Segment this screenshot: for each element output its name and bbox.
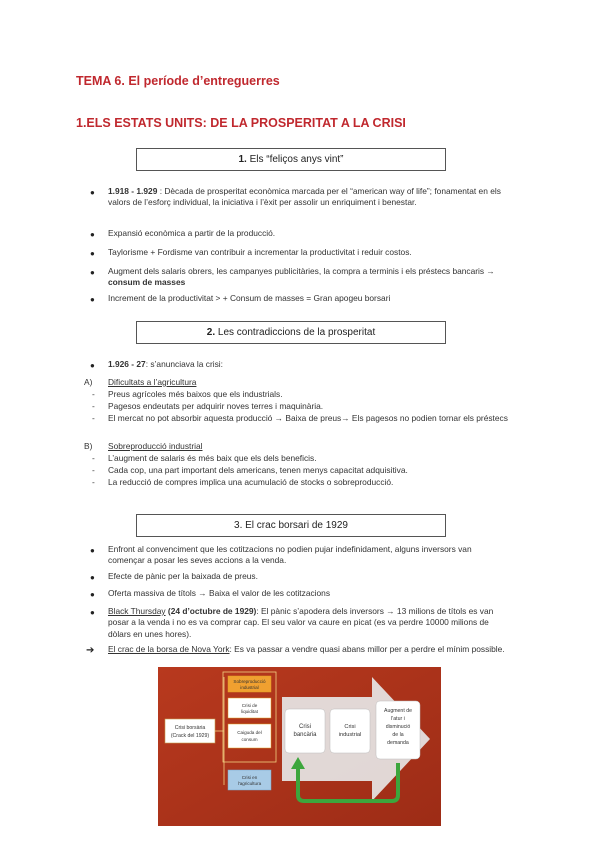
cause-text: Caiguda del: [237, 730, 262, 735]
stage-text: Crisi: [299, 724, 311, 730]
cause-box-agriculture: [228, 770, 271, 790]
paragraph: Black Thursday (24 d’octubre de 1929): El pànic s’apodera dels inversors → 13 milions de títols es van posar a la venda i no es va comprar cap. El seu valor va caure en picat (es va perdre 10000 milions de dòlars en unes hores).: [108, 606, 494, 639]
bullet-icon: ●: [90, 608, 95, 617]
bullet-icon: ●: [90, 230, 95, 239]
crisis-diagram: [158, 667, 441, 826]
subsection-title: 3. El crac borsari de 1929: [234, 520, 348, 531]
cause-text: Sobreproducció: [233, 679, 266, 684]
subsection-title: Les contradiccions de la prosperitat: [217, 327, 376, 338]
paragraph: El crac de la borsa de Nova York: Es va passar a vendre quasi abans millor per a perdre el mínim possible.: [108, 644, 505, 654]
paragraph: Expansió econòmica a partir de la producció.: [108, 228, 276, 238]
list-item: L’augment de salaris és més baix que els dels beneficis.: [108, 453, 317, 463]
dash: -: [92, 401, 95, 411]
cause-text: l'agricultura: [237, 781, 262, 786]
list-heading: Dificultats a l’agricultura: [108, 377, 197, 387]
dash: -: [92, 453, 95, 463]
paragraph: Enfront al convenciment que les cotitzacions no podien pujar indefinidament, alguns inversors van començar a posar les seves accions a la venda.: [108, 544, 472, 566]
bullet-icon: ●: [90, 590, 95, 599]
bullet-icon: ●: [90, 361, 95, 370]
stage-text: bancària: [293, 732, 317, 738]
stage-text: Augment de: [384, 708, 412, 714]
stage-text: industrial: [338, 732, 362, 738]
list-label: B): [84, 441, 93, 451]
arrow-right-icon: ➔: [86, 645, 95, 656]
stage-text: demanda: [387, 740, 409, 746]
subsection-box-2: [136, 321, 446, 344]
paragraph: 1.918 - 1.929 : Dècada de prosperitat econòmica marcada per el “american way of life”; fonamentat en els valors de l’esforç individual, la iniciativa i l’èxit per assolir un enriquiment i benestar.: [108, 186, 501, 208]
list-item: El mercat no pot absorbir aquesta producció → Baixa de preus→ Els pagesos no podien tornar els préstecs: [108, 413, 508, 423]
dash: -: [92, 477, 95, 487]
bullet-icon: ●: [90, 268, 95, 277]
paragraph: Oferta massiva de títols → Baixa el valor de les cotitzacions: [108, 588, 331, 598]
bullet-icon: ●: [90, 546, 95, 555]
paragraph: Taylorisme + Fordisme van contribuir a incrementar la productivitat i reduir costos.: [108, 247, 412, 257]
stage-text: Crisi: [344, 724, 356, 730]
list-item: La reducció de compres implica una acumulació de stocks o sobreproducció.: [108, 477, 394, 487]
subsection-box-1: [136, 148, 446, 171]
list-item: Pagesos endeutats per adquirir noves terres i maquinària.: [108, 401, 324, 411]
start-box: [165, 719, 215, 743]
section-title: 1.ELS ESTATS UNITS: DE LA PROSPERITAT A LA CRISI: [76, 116, 406, 130]
subsection-number: 1.: [238, 154, 247, 165]
cause-box-liquidity: [228, 698, 271, 718]
doc-title: TEMA 6. El període d’entreguerres: [76, 74, 280, 88]
dash: -: [92, 413, 95, 423]
cause-text: Crisi en: [241, 775, 258, 780]
subsection-box-3: [136, 514, 446, 537]
stage-text: l'atur i: [391, 716, 405, 722]
cause-text: liquiditat: [241, 709, 258, 714]
stage-box-bank: [285, 709, 325, 753]
stage-text: disminució: [385, 724, 411, 730]
subsection-number: 2.: [206, 327, 216, 338]
cause-text: consum: [241, 737, 258, 742]
paragraph: Augment dels salaris obrers, les campanyes publicitàries, la compra a terminis i els préstecs bancaris → consum de masses: [108, 266, 495, 288]
bullet-icon: ●: [90, 573, 95, 582]
list-label: A): [84, 377, 93, 387]
cause-text: Crisi de: [241, 703, 258, 708]
paragraph: Efecte de pànic per la baixada de preus.: [108, 571, 258, 581]
paragraph: 1.926 - 27: s’anunciava la crisi:: [108, 359, 223, 369]
cause-box-consumption: [228, 724, 271, 748]
subsection-title: Els “feliços anys vint”: [249, 154, 344, 165]
stage-text: de la: [392, 732, 404, 738]
bullet-icon: ●: [90, 249, 95, 258]
cause-text: industrial: [240, 685, 259, 690]
bullet-icon: ●: [90, 295, 95, 304]
dash: -: [92, 389, 95, 399]
list-item: Preus agrícoles més baixos que els industrials.: [108, 389, 283, 399]
list-heading: Sobreproducció industrial: [108, 441, 203, 451]
start-line-2: (Crack del 1929): [170, 733, 210, 739]
bullet-icon: ●: [90, 188, 95, 197]
dash: -: [92, 465, 95, 475]
list-item: Cada cop, una part important dels americans, tenen menys capacitat adquisitiva.: [108, 465, 408, 475]
stage-box-industrial: [330, 709, 370, 753]
start-line-1: Crisi borsària: [174, 725, 206, 731]
paragraph: Increment de la productivitat > + Consum de masses = Gran apogeu borsari: [108, 293, 391, 303]
